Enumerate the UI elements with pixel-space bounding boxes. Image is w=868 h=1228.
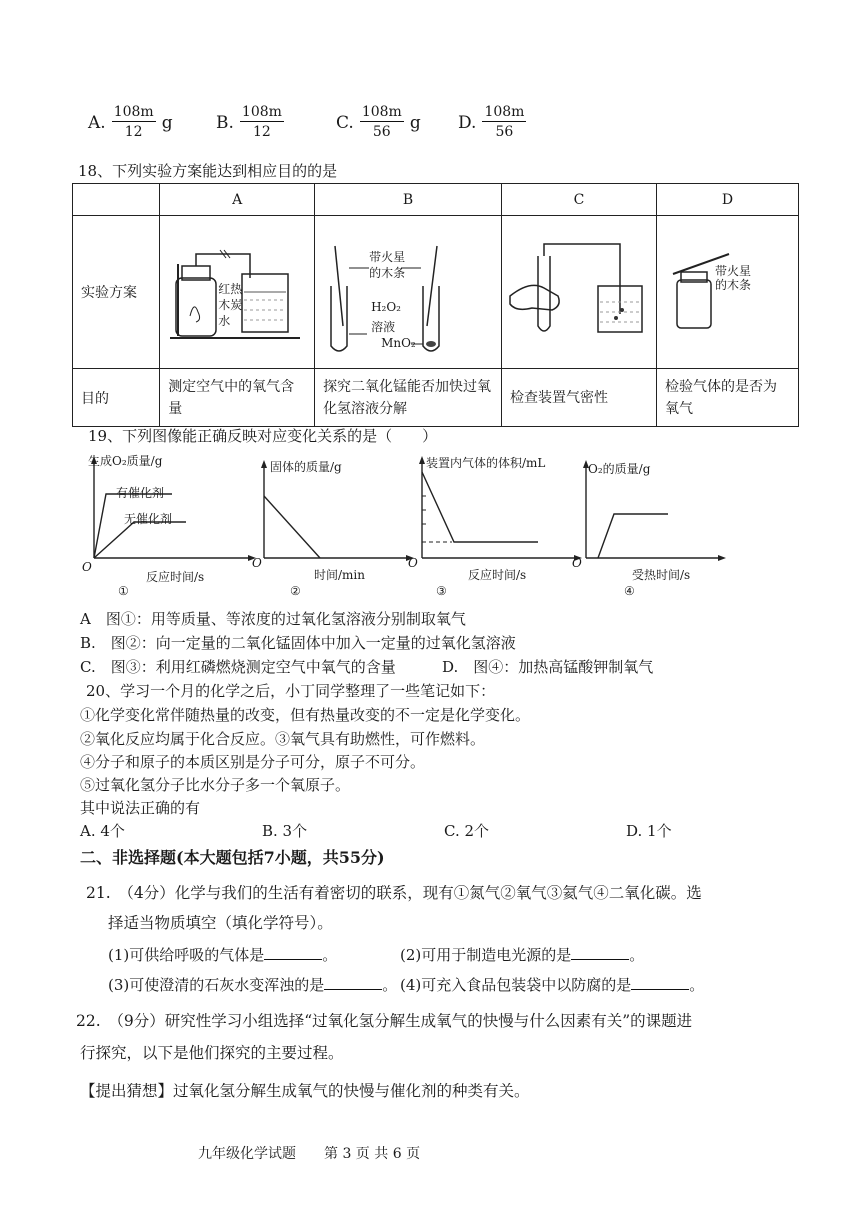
label-coal-2: 木炭 bbox=[218, 298, 243, 312]
row-label-purpose: 目的 bbox=[73, 369, 160, 427]
q18-table bbox=[72, 183, 799, 427]
q20-line-4: ⑤过氧化氢分子比水分子多一个氧原子。 bbox=[80, 776, 351, 794]
q20-line-3: ④分子和原子的本质区别是分子可分，原子不可分。 bbox=[80, 753, 426, 771]
label-coal-1: 红热 bbox=[218, 282, 243, 296]
label-solution: 溶液 bbox=[371, 320, 396, 334]
purpose-a: 测定空气中的氧气含量 bbox=[160, 369, 315, 427]
section-heading: 二、非选择题(本大题包括7小题，共55分) bbox=[80, 848, 385, 867]
label-splint-d-1: 带火星 bbox=[715, 264, 752, 278]
graph-4-number: ④ bbox=[624, 584, 635, 598]
q21-part-3-text: (3)可使澄清的石灰水变浑浊的是 bbox=[108, 976, 325, 994]
q17-options bbox=[88, 104, 568, 150]
graph-3-origin: O bbox=[408, 556, 418, 570]
q19-option-b: B. 图②：向一定量的二氧化锰固体中加入一定量的过氧化氢溶液 bbox=[80, 634, 516, 652]
option-letter: C. bbox=[336, 113, 354, 133]
option-letter: D. bbox=[458, 113, 477, 133]
option-letter: B. bbox=[216, 113, 234, 133]
q21-part-4-text: (4)可充入食品包装袋中以防腐的是 bbox=[400, 976, 632, 994]
q21-part-4 bbox=[400, 974, 704, 996]
row-label-plan: 实验方案 bbox=[73, 216, 160, 369]
graph-3-xlabel: 反应时间/s bbox=[468, 568, 527, 582]
q21-part-1-text: (1)可供给呼吸的气体是 bbox=[108, 946, 265, 964]
q22-line-3: 【提出猜想】过氧化氢分解生成氧气的快慢与催化剂的种类有关。 bbox=[80, 1082, 530, 1100]
graph-1-ylabel: 生成O₂质量/g bbox=[88, 454, 163, 468]
fraction bbox=[482, 104, 526, 142]
q17-option-a bbox=[88, 104, 173, 142]
graph-4 bbox=[572, 450, 732, 600]
option-letter: A. bbox=[88, 113, 106, 133]
numerator: 108m bbox=[361, 104, 402, 120]
q17-option-c bbox=[336, 104, 421, 142]
period: 。 bbox=[689, 976, 705, 994]
table-header-a: A bbox=[160, 184, 315, 216]
period: 。 bbox=[382, 976, 398, 994]
graph-2-number: ② bbox=[290, 584, 301, 598]
graph-2-origin: O bbox=[252, 556, 262, 570]
q20-option-d: D. 1个 bbox=[626, 822, 672, 840]
numerator: 108m bbox=[241, 104, 282, 120]
q21-line-1: 21. （4分）化学与我们的生活有着密切的联系，现有①氮气②氧气③氦气④二氧化碳。选 bbox=[86, 884, 702, 902]
period: 。 bbox=[322, 946, 338, 964]
diagram-a-cell bbox=[160, 216, 315, 369]
q19-option-d: D. 图④：加热高锰酸钾制氧气 bbox=[442, 658, 654, 676]
graph-4-ylabel: O₂的质量/g bbox=[588, 462, 651, 476]
q21-part-1 bbox=[108, 944, 337, 966]
page-footer: 九年级化学试题 第 3 页 共 6 页 bbox=[198, 1146, 421, 1162]
graph-4-xlabel: 受热时间/s bbox=[632, 568, 691, 582]
fraction bbox=[360, 104, 404, 142]
label-mno2: MnO₂ bbox=[381, 336, 416, 350]
graph-1-xlabel: 反应时间/s bbox=[146, 570, 205, 584]
graph-2 bbox=[250, 450, 420, 600]
graph-3-number: ③ bbox=[436, 584, 447, 598]
label-splint-1: 带火星 bbox=[369, 250, 406, 264]
q20-line-5: 其中说法正确的有 bbox=[80, 799, 201, 817]
blank-1[interactable] bbox=[264, 959, 322, 960]
label-water: 水 bbox=[218, 314, 231, 328]
blank-2[interactable] bbox=[571, 959, 629, 960]
unit: g bbox=[161, 113, 173, 133]
q20-line-1: ①化学变化常伴随热量的改变，但有热量改变的不一定是化学变化。 bbox=[80, 706, 531, 724]
numerator: 108m bbox=[113, 104, 154, 120]
table-header-empty bbox=[73, 184, 160, 216]
q18-stem: 18、下列实验方案能达到相应目的的是 bbox=[78, 162, 338, 180]
diagram-d-cell bbox=[657, 216, 799, 369]
label-splint-d-2: 的木条 bbox=[715, 278, 752, 292]
blank-3[interactable] bbox=[324, 989, 382, 990]
q17-option-b bbox=[216, 104, 284, 142]
diagram-c-cell bbox=[502, 216, 657, 369]
q19-stem: 19、下列图像能正确反映对应变化关系的是（ ） bbox=[88, 427, 438, 445]
graph-2-ylabel: 固体的质量/g bbox=[270, 460, 342, 474]
graph-1-number: ① bbox=[118, 584, 129, 598]
denominator: 12 bbox=[124, 124, 143, 140]
graph-3 bbox=[408, 450, 588, 600]
q21-part-2-text: (2)可用于制造电光源的是 bbox=[400, 946, 572, 964]
q20-option-c: C. 2个 bbox=[444, 822, 490, 840]
q22-line-2: 行探究，以下是他们探究的主要过程。 bbox=[80, 1044, 344, 1062]
fraction bbox=[240, 104, 284, 142]
q20-line-2: ②氧化反应均属于化合反应。③氧气具有助燃性，可作燃料。 bbox=[80, 730, 486, 748]
label-h2o2: H₂O₂ bbox=[371, 300, 401, 314]
table-header-c: C bbox=[502, 184, 657, 216]
q22-line-1: 22. （9分）研究性学习小组选择“过氧化氢分解生成氧气的快慢与什么因素有关”的课题进 bbox=[76, 1012, 693, 1030]
graph-1 bbox=[80, 450, 260, 600]
period: 。 bbox=[629, 946, 645, 964]
diagram-b-cell bbox=[315, 216, 502, 369]
purpose-d: 检验气体的是否为氧气 bbox=[657, 369, 799, 427]
graph-2-xlabel: 时间/min bbox=[314, 568, 365, 582]
graph-4-origin: O bbox=[572, 556, 582, 570]
graph-1-line2-label: 无催化剂 bbox=[124, 512, 173, 526]
graph-1-origin: O bbox=[82, 560, 92, 574]
graph-3-ylabel: 装置内气体的体积/mL bbox=[426, 456, 546, 470]
q19-option-a: A 图①：用等质量、等浓度的过氧化氢溶液分别制取氧气 bbox=[80, 610, 466, 628]
q17-option-d bbox=[458, 104, 526, 142]
table-header-d: D bbox=[657, 184, 799, 216]
apparatus-c-diagram bbox=[502, 216, 656, 364]
fraction bbox=[112, 104, 156, 142]
q20-stem: 20、学习一个月的化学之后，小丁同学整理了一些笔记如下： bbox=[86, 682, 496, 700]
unit: g bbox=[409, 113, 421, 133]
graph-1-line1-label: 有催化剂 bbox=[116, 486, 165, 500]
denominator: 56 bbox=[495, 124, 514, 140]
denominator: 56 bbox=[372, 124, 391, 140]
q20-option-b: B. 3个 bbox=[262, 822, 308, 840]
table-header-b: B bbox=[315, 184, 502, 216]
q21-part-3 bbox=[108, 974, 397, 996]
q21-line-2: 择适当物质填空（填化学符号）。 bbox=[108, 914, 333, 932]
label-splint-2: 的木条 bbox=[369, 266, 406, 280]
denominator: 12 bbox=[252, 124, 271, 140]
q21-part-2 bbox=[400, 944, 644, 966]
purpose-c: 检查装置气密性 bbox=[502, 369, 657, 427]
blank-4[interactable] bbox=[631, 989, 689, 990]
q20-option-a: A. 4个 bbox=[80, 822, 125, 840]
q19-option-c: C. 图③：利用红磷燃烧测定空气中氧气的含量 bbox=[80, 658, 396, 676]
numerator: 108m bbox=[484, 104, 525, 120]
purpose-b: 探究二氧化锰能否加快过氧化氢溶液分解 bbox=[315, 369, 502, 427]
